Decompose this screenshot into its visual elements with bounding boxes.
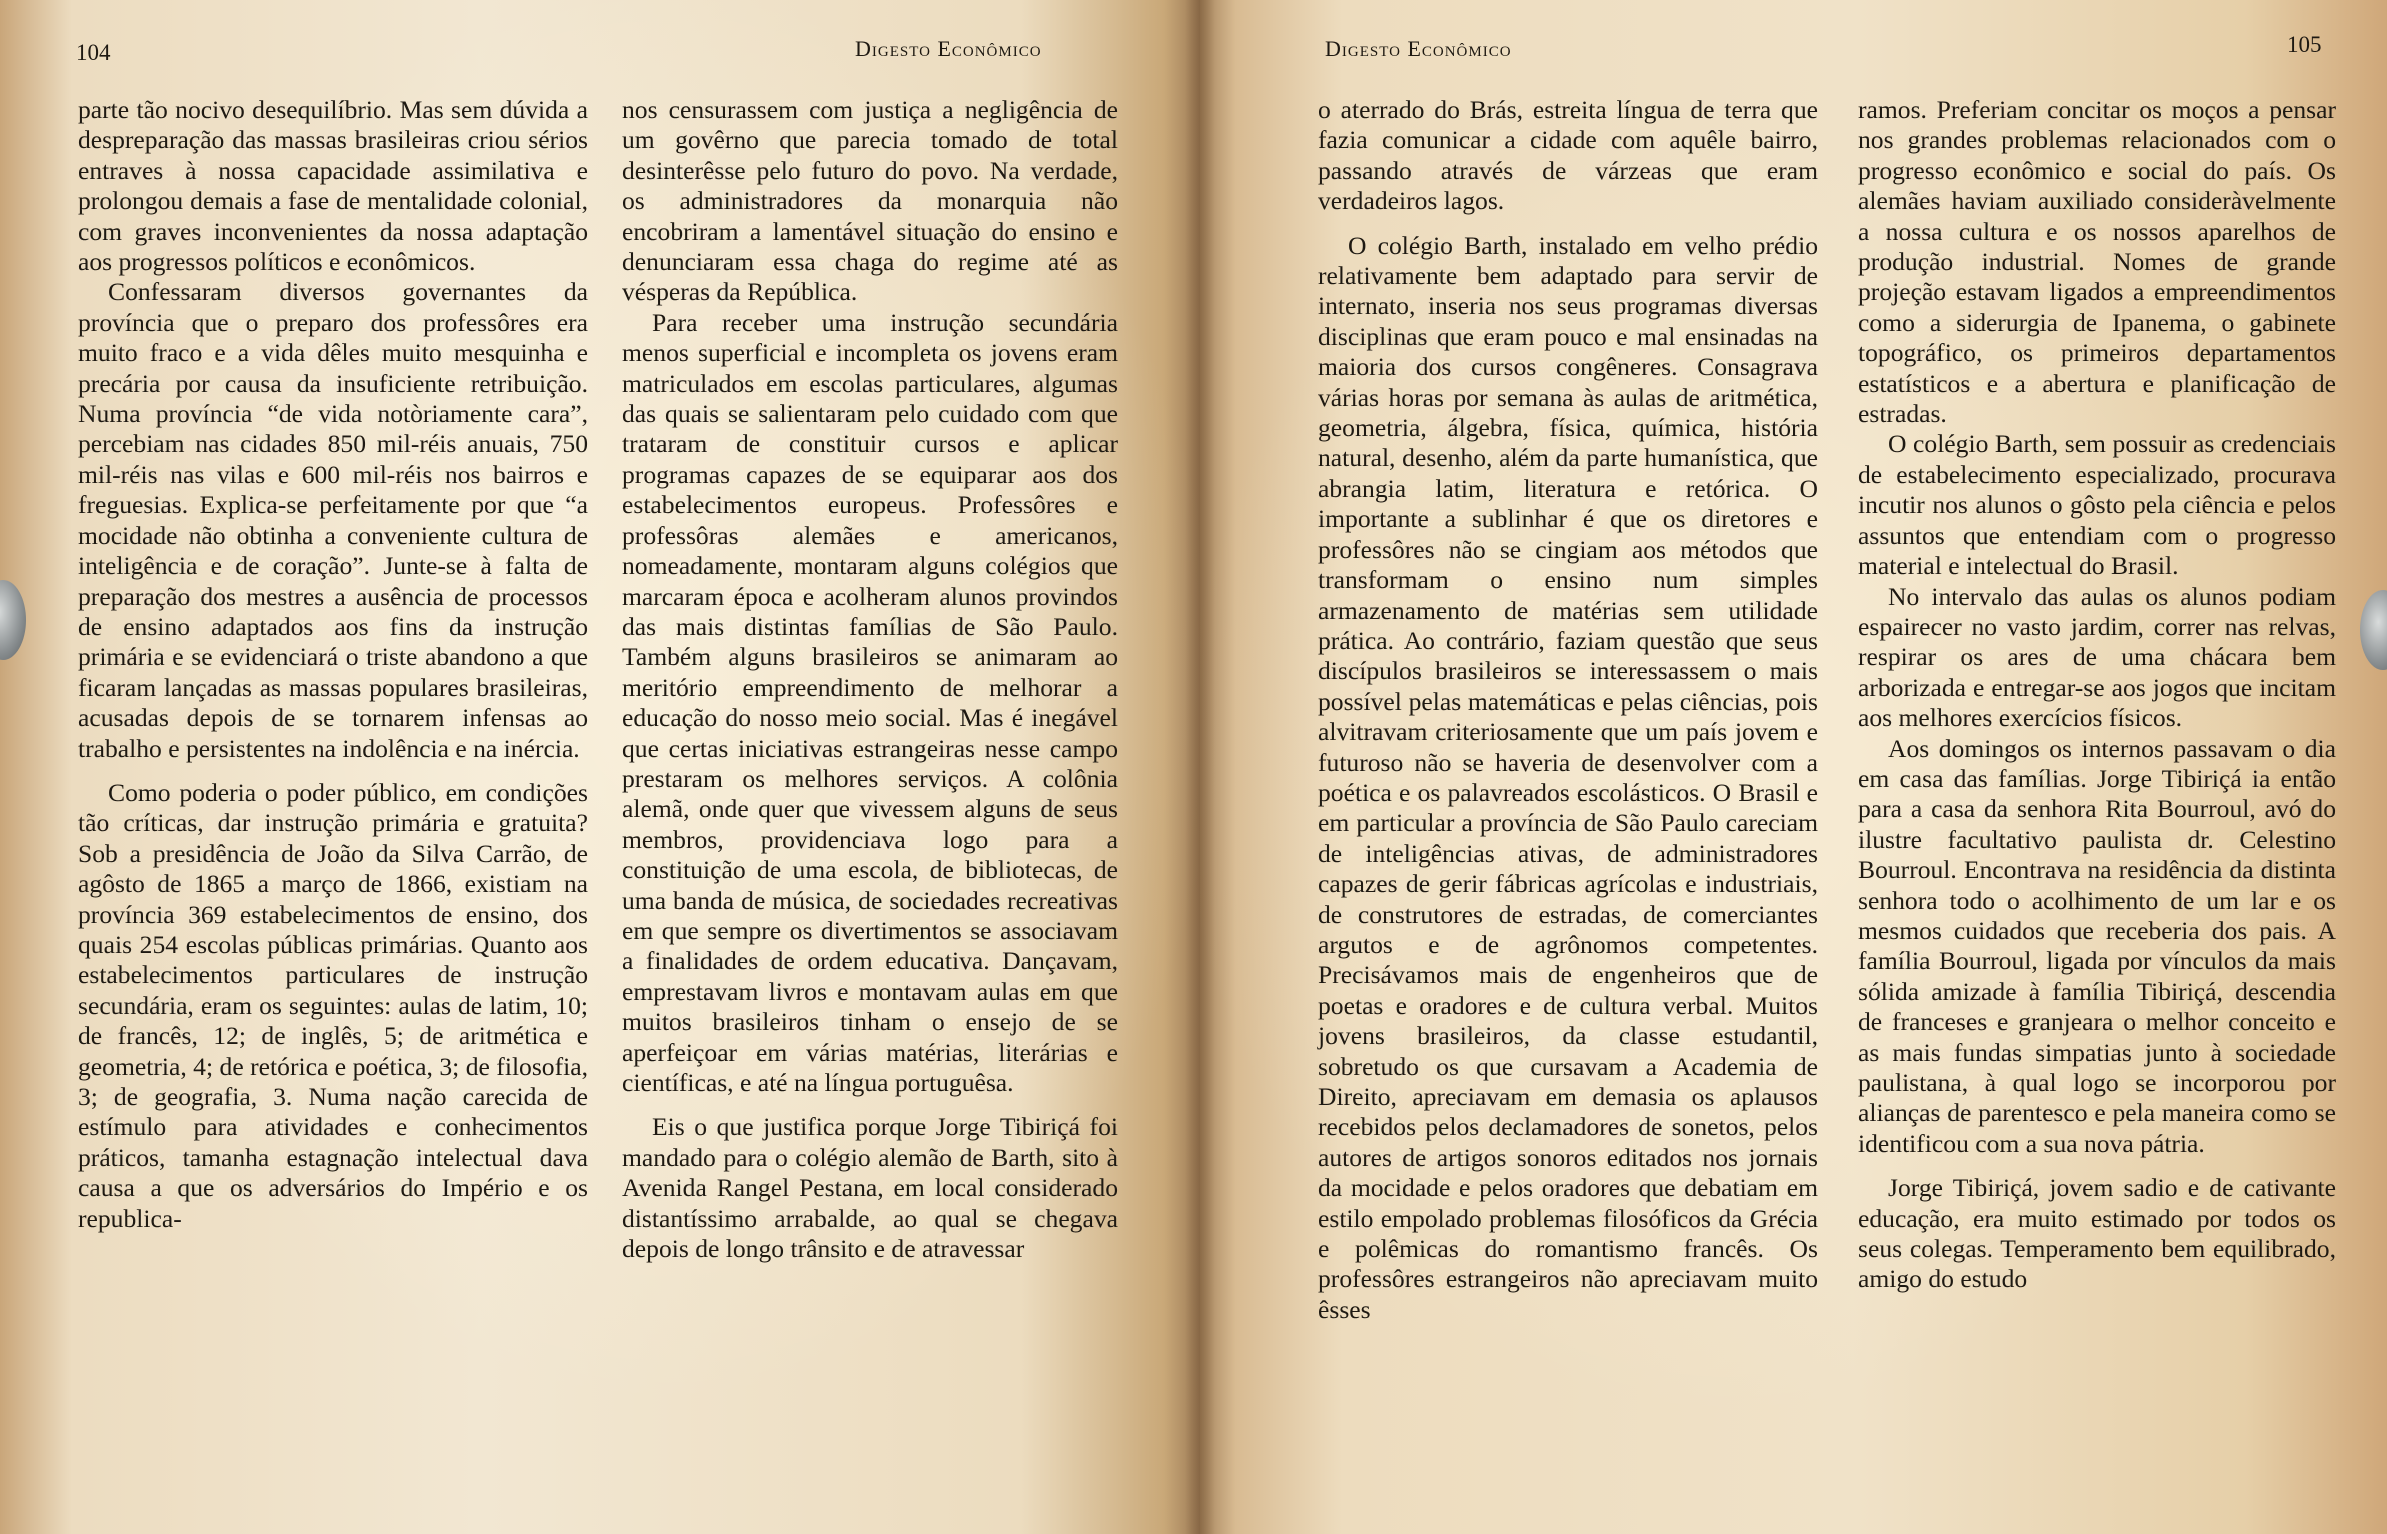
paragraph: Jorge Tibiriçá, jovem sadio e de cativante educação, era muito estimado por todos os seus colegas. Temperamento bem equilibrado, amigo do estudo (1858, 1173, 2336, 1294)
text-column-right-1 (1318, 95, 1818, 1325)
text-column-right-2 (1858, 95, 2336, 1295)
paragraph: Para receber uma instrução secundária menos superficial e incompleta os jovens eram matriculados em escolas particulares, algumas das quais se salientaram pelo cuidado com que trataram de constituir cursos e aplicar programas capazes de se equiparar aos dos estabelecimentos europeus. Professôres e professôras alemães e americanos, nomeadamente, montaram alguns colégios que marcaram época e acolheram alunos provindos das mais distintas famílias de São Paulo. Também alguns brasileiros se animaram ao meritório empreendimento de melhorar a educação do nosso meio social. Mas é inegável que certas iniciativas estrangeiras nesse campo prestaram os melhores serviços. A colônia alemã, onde quer que vivessem alguns de seus membros, providenciava logo para a constituição de uma escola, de bibliotecas, de uma banda de música, de sociedades recreativas em que sempre os divertimentos se associavam a finalidades de ordem educativa. Dançavam, emprestavam livros e montavam aulas em que muitos brasileiros tinham o ensejo de se aperfeiçoar em várias matérias, literárias e científicas, e até na língua portuguêsa. (622, 307, 1118, 1097)
paragraph: Aos domingos os internos passavam o dia em casa das famílias. Jorge Tibiriçá ia então para a casa da senhora Rita Bourroul, avó do ilustre facultativo paulista dr. Celestino Bourroul. Encontrava na residência da distinta senhora todo o acolhimento de um lar e os mesmos cuidados que receberia dos pais. A família Bourroul, ligada por vínculos da mais sólida amizade à família Tibiriçá, descendia de franceses e granjeara o melhor conceito e as mais fundas simpatias junto à sociedade paulistana, à qual logo se incorporou por alianças de parentesco e pela maneira como se identificou com a sua nova pátria. (1858, 733, 2336, 1158)
paragraph: Como poderia o poder público, em condições tão críticas, dar instrução primária e gratuita? Sob a presidência de João da Silva Carrão, de agôsto de 1865 a março de 1866, existiam na província 369 estabelecimentos de ensino, dos quais 254 escolas públicas primárias. Quanto aos estabelecimentos particulares de instrução secundária, eram os seguintes: aulas de latim, 10; de francês, 12; de inglês, 5; de aritmética e geometria, 4; de retórica e poética, 3; de filosofia, 3; de geografia, 3. Numa nação carecida de estímulo para atividades e conhecimentos práticos, tamanha estagnação intelectual dava causa a que os adversários do Império e os republica- (78, 777, 588, 1233)
running-head-left (855, 36, 1042, 62)
page-number-left: 104 (76, 40, 111, 65)
running-head-right (1325, 36, 1512, 62)
text-column-left-2 (622, 95, 1118, 1264)
paragraph: Confessaram diversos governantes da província que o preparo dos professôres era muito fraco e a vida dêles muito mesquinha e precária por causa da insuficiente retribuição. Numa província “de vida notòriamente cara”, percebiam nas cidades 850 mil-réis anuais, 750 mil-réis nas vilas e 600 mil-réis nos bairros e freguesias. Explica-se perfeitamente por que “a mocidade não obtinha a conveniente cultura de inteligência e de coração”. Junte-se à falta de preparação dos mestres a ausência de processos de ensino adaptados aos fins da instrução primária e se evidenciará o triste abandono a que ficaram lançadas as massas populares brasileiras, acusadas depois de se tornarem infensas ao trabalho e persistentes na indolência e na inércia. (78, 277, 588, 763)
text-column-left-1 (78, 95, 588, 1234)
paragraph: o aterrado do Brás, estreita língua de terra que fazia comunicar a cidade com aquêle bairro, passando através de várzeas que eram verdadeiros lagos. (1318, 95, 1818, 216)
paragraph: No intervalo das aulas os alunos podiam espairecer no vasto jardim, correr nas relvas, respirar os ares de uma chácara bem arborizada e entregar-se aos jogos que incitam aos melhores exercícios físicos. (1858, 581, 2336, 733)
paragraph: Eis o que justifica porque Jorge Tibiriçá foi mandado para o colégio alemão de Barth, sito à Avenida Rangel Pestana, em local considerado distantíssimo arrabalde, ao qual se chegava depois de longo trânsito e de atravessar (622, 1112, 1118, 1264)
running-head-text: Digesto Econômico (855, 36, 1042, 61)
paragraph: nos censurassem com justiça a negligência de um govêrno que parecia tomado de total desinterêsse pelo futuro do povo. Na verdade, os administradores da monarquia não encobriram a lamentável situação do ensino e denunciaram essa chaga do regime até as vésperas da República. (622, 95, 1118, 307)
paragraph: ramos. Preferiam concitar os moços a pensar nos grandes problemas relacionados com o progresso econômico e social do país. Os alemães haviam auxiliado consideràvelmente a nossa cultura e os nossos aparelhos de produção industrial. Nomes de grande projeção estavam ligados a empreendimentos como a siderurgia de Ipanema, o gabinete topográfico, os primeiros departamentos estatísticos e a abertura e planificação de estradas. (1858, 95, 2336, 429)
running-head-text: Digesto Econômico (1325, 36, 1512, 61)
right-page (1200, 0, 2387, 1534)
paragraph: O colégio Barth, sem possuir as credenciais de estabelecimento especializado, procurava incutir nos alunos o gôsto pela ciência e pelos assuntos que entendiam com o progresso material e intelectual do Brasil. (1858, 429, 2336, 581)
paragraph: parte tão nocivo desequilíbrio. Mas sem dúvida a despreparação das massas brasileiras criou sérios entraves à nossa capacidade assimilativa e prolongou demais a fase de mentalidade colonial, com graves inconvenientes da nossa adaptação aos progressos políticos e econômicos. (78, 95, 588, 277)
book-gutter (1185, 0, 1215, 1534)
binder-clip-right (2360, 590, 2387, 670)
binder-clip-left (0, 580, 26, 660)
paragraph: O colégio Barth, instalado em velho prédio relativamente bem adaptado para servir de internato, inseria nos seus programas diversas disciplinas que eram pouco e mal ensinadas na maioria dos cursos congêneres. Consagrava várias horas por semana às aulas de aritmética, geometria, álgebra, física, química, história natural, desenho, além da parte humanística, que abrangia latim, literatura e retórica. O importante a sublinhar é que os diretores e professôres não se cingiam aos métodos que transformam o ensino num simples armazenamento de matérias sem utilidade prática. Ao contrário, faziam questão que seus discípulos brasileiros se interessassem o mais possível pelas matemáticas e pelas ciências, pois alvitravam criteriosamente que um país jovem e futuroso não se haveria de desenvolver com a poética e os palavreados escolásticos. O Brasil e em particular a província de São Paulo careciam de inteligências ativas, de administradores capazes de gerir fábricas agrícolas e industriais, de construtores de estradas, de comerciantes argutos e de agrônomos competentes. Precisávamos mais de engenheiros que de poetas e oradores e de cultura verbal. Muitos jovens brasileiros, da classe estudantil, sobretudo os que cursavam a Academia de Direito, apreciavam em demasia os aplausos recebidos pelos declamadores de sonetos, pelos autores de artigos sonoros editados nos jornais da mocidade e pelos oradores que debatiam em estilo empolado problemas filosóficos da Grécia e polêmicas do romantismo francês. Os professôres estrangeiros não apreciavam muito êsses (1318, 230, 1818, 1324)
page-number-right: 105 (2287, 32, 2322, 57)
